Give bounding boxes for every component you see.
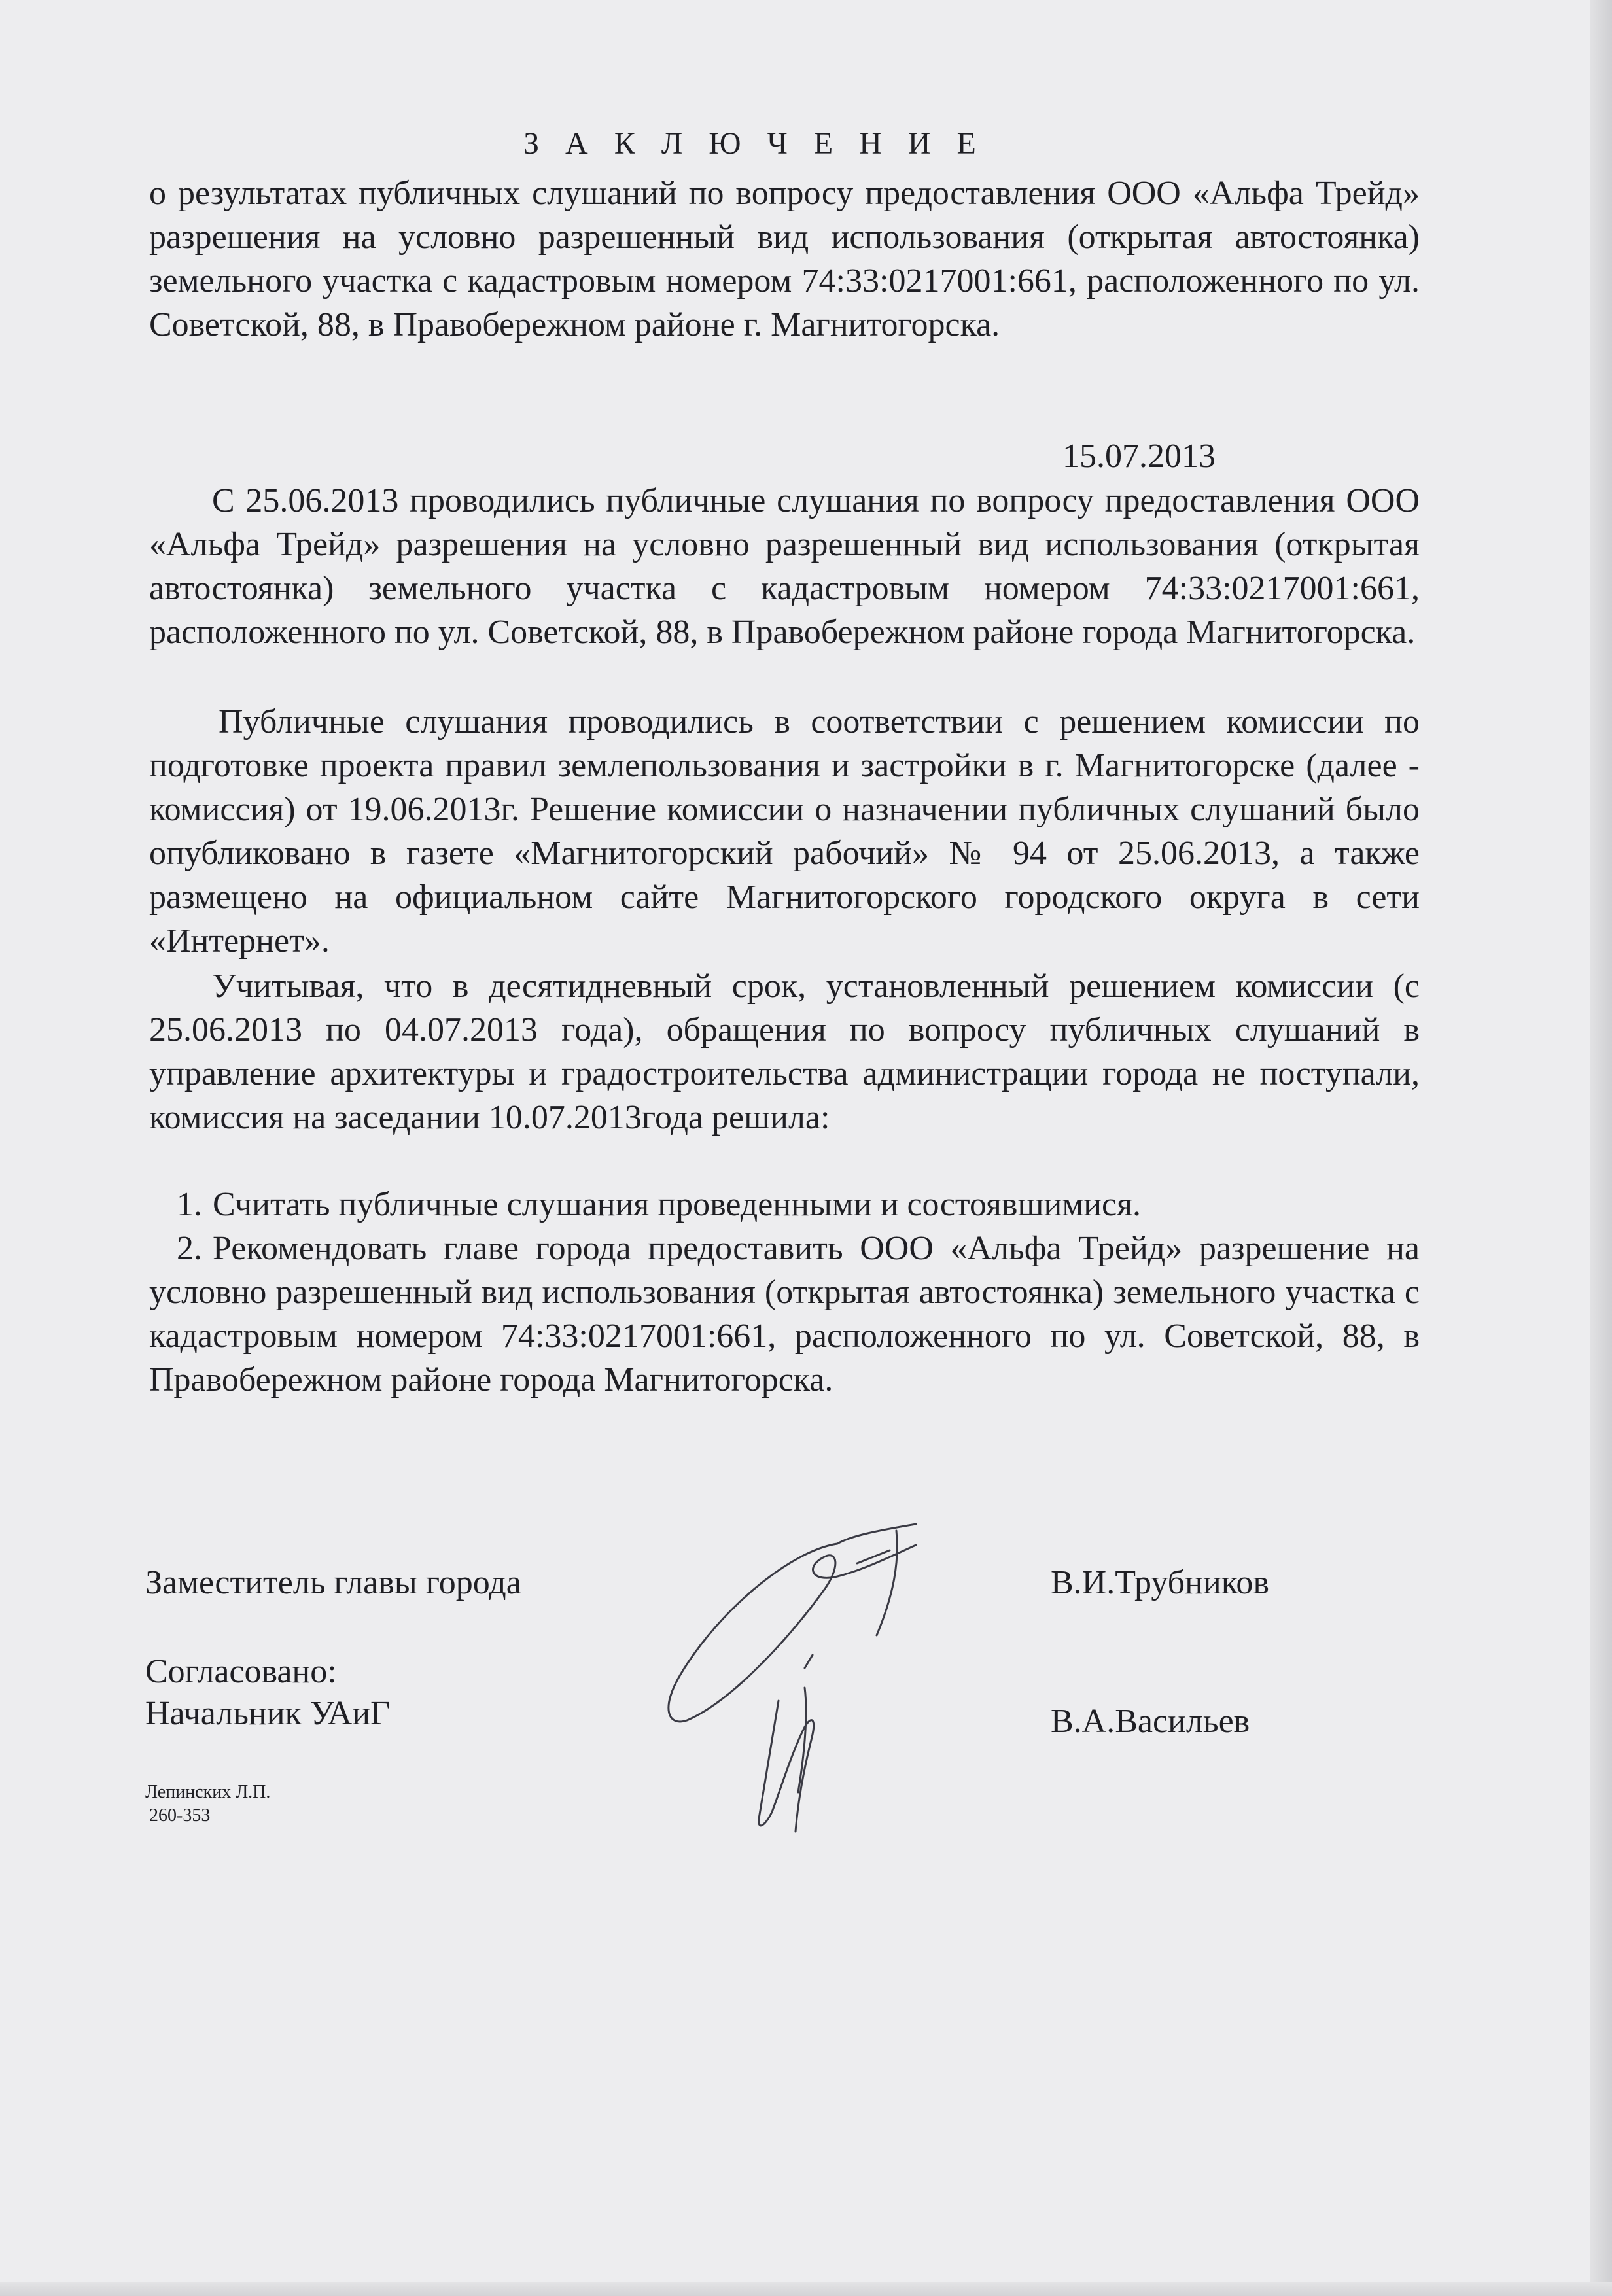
agreed-label: Согласовано: — [145, 1653, 337, 1690]
document-subject: о результатах публичных слушаний по вопросу предоставления ООО «Альфа Трейд» разрешения на условно разрешенный вид использования (открытая автостоянка) земельного участка с кадастровым номером 74:33:0217001:661, расположенного по ул. Советской, 88, в Правобережном районе г. Магнитогорска. — [149, 175, 1420, 343]
document-date: 15.07.2013 — [1062, 438, 1216, 475]
executor-name: Лепинских Л.П. — [145, 1782, 271, 1802]
decision-list — [149, 1183, 1420, 1402]
decision-text: Рекомендовать главе города предоставить ООО «Альфа Трейд» разрешение на условно разрешенный вид использования (открытая автостоянка) земельного участка с кадастровым номером 74:33:0217001:661, расположенного по ул. Советской, 88, в Правобережном районе города Магнитогорска. — [149, 1230, 1420, 1399]
document-heading: З А К Л Ю Ч Е Н И Е — [523, 126, 985, 161]
decision-number: 2. — [177, 1230, 202, 1267]
handwritten-signatures — [641, 1505, 1060, 1871]
signature-trubnikov — [669, 1524, 916, 1722]
decision-number: 1. — [177, 1186, 202, 1223]
head-title: Начальник УАиГ — [145, 1695, 391, 1732]
paragraph-hearing-period: С 25.06.2013 проводились публичные слушания по вопросу предоставления ООО «Альфа Трейд» разрешения на условно разрешенный вид использования (открытая автостоянка) земельного участка с кадастровым номером 74:33:0217001:661, расположенного по ул. Советской, 88, в Правобережном районе города Магнитогорска. — [149, 482, 1420, 651]
paper-edge-right — [1590, 0, 1612, 2296]
deputy-name: В.И.Трубников — [1051, 1564, 1269, 1601]
signature-vasiliev — [759, 1655, 814, 1832]
head-name: В.А.Васильев — [1051, 1703, 1250, 1740]
decision-item — [149, 1226, 1420, 1402]
paragraph-commission-decision: Учитывая, что в десятидневный срок, установленный решением комиссии (с 25.06.2013 по 04.07.2013 года), обращения по вопросу публичных слушаний в управление архитектуры и градостроительства администрации города не поступали, комиссия на заседании 10.07.2013года решила: — [149, 967, 1420, 1136]
decision-text: Считать публичные слушания проведенными и состоявшимися. — [213, 1186, 1142, 1223]
paper-edge-bottom — [0, 2282, 1612, 2296]
decision-item — [149, 1183, 1420, 1226]
deputy-title: Заместитель главы города — [145, 1564, 521, 1601]
executor-phone: 260-353 — [149, 1805, 211, 1826]
paragraph-hearing-basis: Публичные слушания проводились в соответствии с решением комиссии по подготовке проекта правил землепользования и застройки в г. Магнитогорске (далее - комиссия) от 19.06.2013г. Решение комиссии о назначении публичных слушаний было опубликовано в газете «Магнитогорский рабочий» № 94 от 25.06.2013, а также размещено на официальном сайте Магнитогорского городского округа в сети «Интернет». — [149, 703, 1420, 960]
